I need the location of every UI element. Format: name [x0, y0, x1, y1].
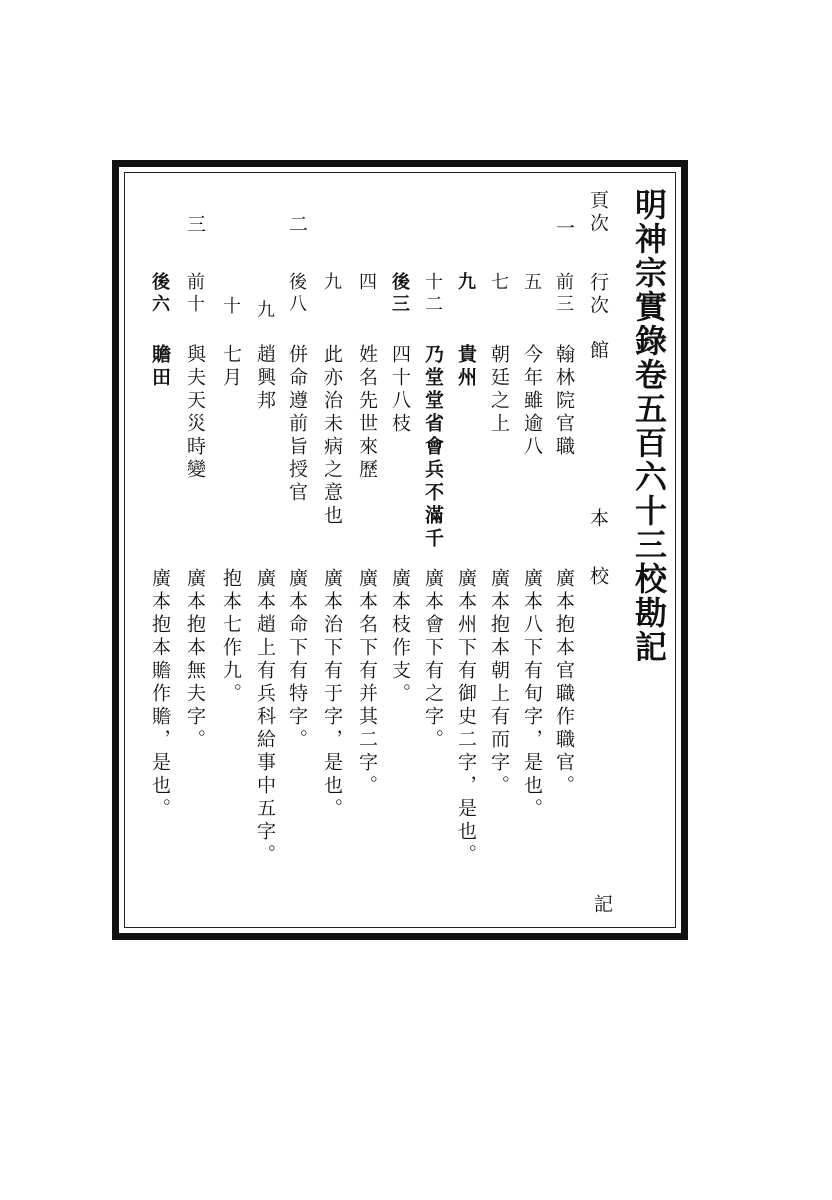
header-jiao-label: 校 — [587, 566, 609, 589]
row-collation-note: 廣本名下有并其二字。 — [356, 568, 378, 798]
row-collation-note: 廣本抱本朝上有而字。 — [488, 568, 510, 798]
row-original-text: 朝廷之上 — [488, 344, 510, 436]
row-original-text: 與夫天災時變 — [184, 344, 206, 482]
row-line-number: 十 — [220, 296, 241, 318]
row-collation-note: 廣本命下有特字。 — [286, 568, 308, 752]
row-collation-note: 廣本枝作支。 — [389, 568, 411, 706]
row-line-number: 四 — [356, 272, 377, 294]
row-collation-note: 廣本抱本無夫字。 — [184, 568, 206, 752]
row-collation-note: 廣本州下有御史二字，是也。 — [455, 568, 477, 867]
header-line-order-label: 行次 — [587, 272, 609, 318]
row-original-text: 併命遵前旨授官 — [286, 344, 308, 505]
row-original-text: 趙興邦 — [254, 344, 276, 413]
row-original-text: 七月 — [220, 344, 242, 390]
row-original-text: 此亦治未病之意也 — [321, 344, 343, 528]
row-original-text: 翰林院官職 — [553, 344, 575, 459]
header-page-order-label: 頁次 — [587, 190, 609, 236]
row-line-number: 前三 — [553, 272, 574, 316]
row-page-number: 三 — [184, 214, 206, 237]
row-page-number: 二 — [286, 214, 308, 237]
row-collation-note: 抱本七作九。 — [220, 568, 242, 706]
row-page-number: 一 — [553, 218, 575, 241]
row-line-number: 後八 — [286, 272, 307, 316]
row-line-number: 後六 — [149, 272, 170, 316]
header-guan-label: 館 — [587, 340, 609, 363]
row-line-number: 前十 — [184, 272, 205, 316]
row-collation-note: 廣本趙上有兵科給事中五字。 — [254, 568, 276, 867]
row-original-text: 貴州 — [455, 344, 477, 390]
row-collation-note: 廣本抱本贍作贍，是也。 — [149, 568, 171, 821]
row-original-text: 今年雖逾八 — [521, 344, 543, 459]
row-collation-note: 廣本會下有之字。 — [422, 568, 444, 752]
row-line-number: 九 — [254, 300, 275, 322]
row-line-number: 後三 — [389, 272, 410, 316]
row-line-number: 十二 — [422, 272, 443, 316]
row-original-text: 乃堂堂省會兵不滿千 — [422, 344, 444, 551]
row-original-text: 姓名先世來歷 — [356, 344, 378, 482]
row-line-number: 九 — [321, 272, 342, 294]
row-line-number: 九 — [455, 272, 476, 294]
footer-label: 記 — [591, 894, 613, 917]
row-line-number: 五 — [521, 272, 542, 294]
header-ben-label: 本 — [587, 508, 609, 531]
row-collation-note: 廣本抱本官職作職官。 — [553, 568, 575, 798]
row-collation-note: 廣本八下有旬字，是也。 — [521, 568, 543, 821]
page-title: 明神宗實錄卷五百六十三校勘記 — [630, 188, 668, 664]
row-original-text: 四十八枝 — [389, 344, 411, 436]
row-collation-note: 廣本治下有于字，是也。 — [321, 568, 343, 821]
row-line-number: 七 — [488, 272, 509, 294]
row-original-text: 贍田 — [149, 344, 171, 390]
